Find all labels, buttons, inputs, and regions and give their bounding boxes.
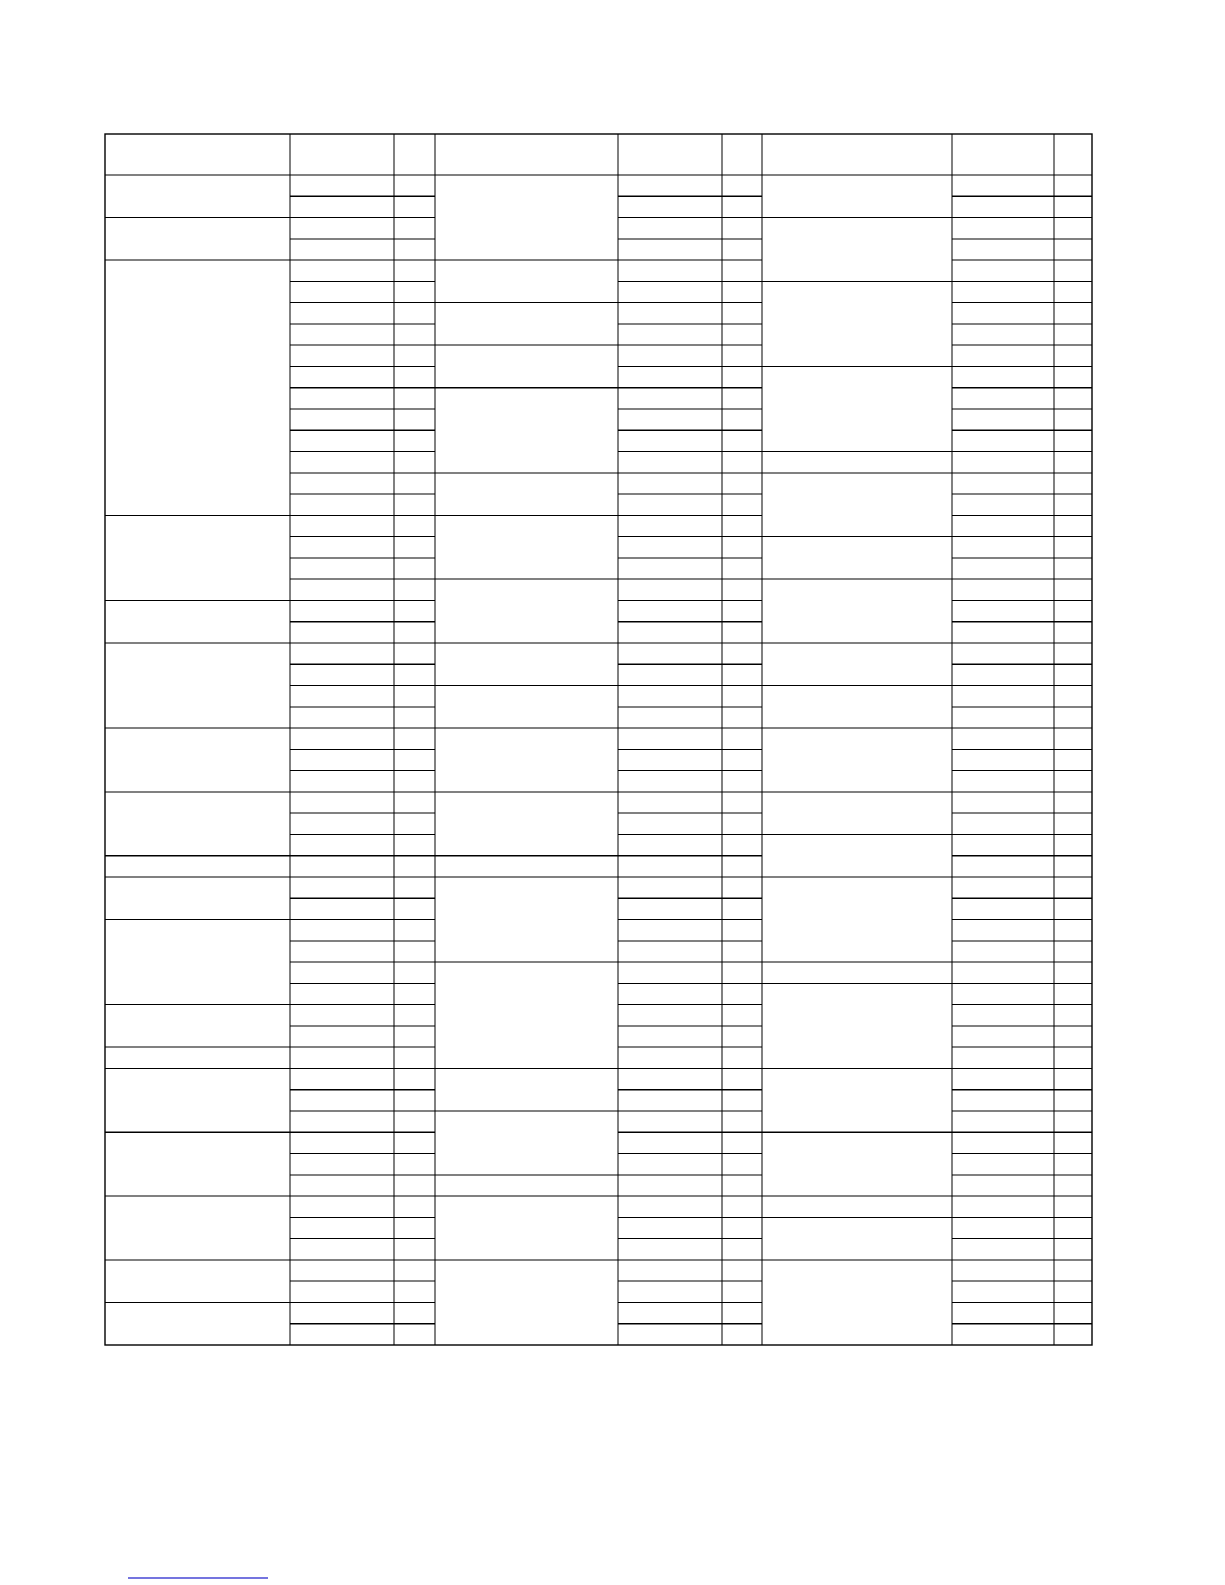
- table-outer-border: [105, 134, 1092, 1345]
- table-column-rules: [290, 134, 1054, 1345]
- table-row-rules: [105, 175, 1092, 1324]
